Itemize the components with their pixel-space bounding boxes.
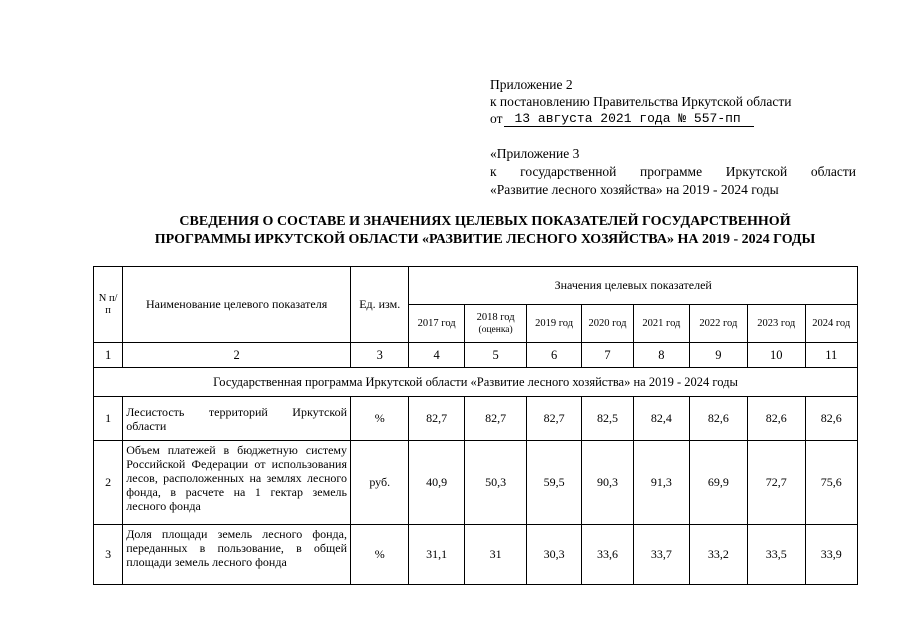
column-number: 3 [351,343,409,368]
appendix3-line: «Развитие лесного хозяйства» на 2019 - 2024 годы [490,182,779,197]
indicators-table [93,266,858,585]
value-cell: 31,1 [409,525,464,585]
value-cell: 69,9 [689,441,747,525]
value-cell: 33,9 [805,525,858,585]
value-cell: 59,5 [527,441,581,525]
row-number: 3 [94,525,123,585]
year-header: 2017 год [409,305,464,343]
table-row [94,525,858,585]
column-number: 7 [581,343,633,368]
document-title [90,213,880,249]
appendix-line: Приложение 2 [490,77,573,92]
indicator-unit: % [351,525,409,585]
column-number: 8 [634,343,689,368]
value-cell: 33,2 [689,525,747,585]
row-number: 2 [94,441,123,525]
indicator-name: Доля площади земель лесного фонда, переданных в пользование, в общей площади земель лесного фонда [123,525,351,585]
appendix-date-line [490,110,856,127]
numbering-row [94,343,858,368]
column-number: 10 [748,343,805,368]
value-cell: 30,3 [527,525,581,585]
row-number: 1 [94,397,123,441]
year-header-2018 [464,305,526,343]
value-cell: 33,7 [634,525,689,585]
column-number: 11 [805,343,858,368]
value-cell: 91,3 [634,441,689,525]
indicator-unit: % [351,397,409,441]
year-note: (оценка) [478,324,513,335]
column-number: 5 [464,343,526,368]
column-number: 1 [94,343,123,368]
column-number: 4 [409,343,464,368]
column-number: 6 [527,343,581,368]
section-title: Государственная программа Иркутской области «Развитие лесного хозяйства» на 2019 - 2024 годы [94,368,858,397]
header-unit: Ед. изм. [351,267,409,343]
value-cell: 33,6 [581,525,633,585]
header-values: Значения целевых показателей [409,267,858,305]
value-cell: 82,7 [527,397,581,441]
appendix3-line: «Приложение 3 [490,146,580,161]
value-cell: 50,3 [464,441,526,525]
value-cell: 31 [464,525,526,585]
value-cell: 33,5 [748,525,805,585]
value-cell: 82,7 [464,397,526,441]
title-line: ПРОГРАММЫ ИРКУТСКОЙ ОБЛАСТИ «РАЗВИТИЕ ЛЕСНОГО ХОЗЯЙСТВА» НА 2019 - 2024 ГОДЫ [154,232,816,247]
appendix-date: 13 августа 2021 года № 557-пп [504,111,754,127]
value-cell: 72,7 [748,441,805,525]
value-cell: 82,7 [409,397,464,441]
year-header: 2024 год [805,305,858,343]
value-cell: 82,5 [581,397,633,441]
appendix3-block [490,145,856,199]
header-name: Наименование целевого показателя [123,267,351,343]
year-header: 2022 год [689,305,747,343]
appendix-line: к постановлению Правительства Иркутской области [490,94,792,109]
table-row [94,397,858,441]
value-cell: 82,6 [805,397,858,441]
indicator-name: Лесистость территорий Иркутской области [123,397,351,441]
appendix-block [490,76,856,127]
column-number: 2 [123,343,351,368]
table-row [94,441,858,525]
value-cell: 40,9 [409,441,464,525]
indicator-name: Объем платежей в бюджетную систему Российской Федерации от использования лесов, расположенных на землях лесного фонда, в расчете на 1 гектар земель лесного фонда [123,441,351,525]
value-cell: 82,6 [748,397,805,441]
year-header: 2023 год [748,305,805,343]
year-header: 2021 год [634,305,689,343]
year-header: 2020 год [581,305,633,343]
header-n: N п/п [94,267,123,343]
appendix3-line: к государственной программе Иркутской области [490,164,856,179]
value-cell: 82,6 [689,397,747,441]
section-row [94,368,858,397]
title-line: СВЕДЕНИЯ О СОСТАВЕ И ЗНАЧЕНИЯХ ЦЕЛЕВЫХ ПОКАЗАТЕЛЕЙ ГОСУДАРСТВЕННОЙ [179,214,791,229]
appendix-from: от [490,111,503,126]
column-number: 9 [689,343,747,368]
year-label: 2018 год [476,311,515,323]
indicator-unit: руб. [351,441,409,525]
value-cell: 90,3 [581,441,633,525]
year-header: 2019 год [527,305,581,343]
value-cell: 82,4 [634,397,689,441]
value-cell: 75,6 [805,441,858,525]
